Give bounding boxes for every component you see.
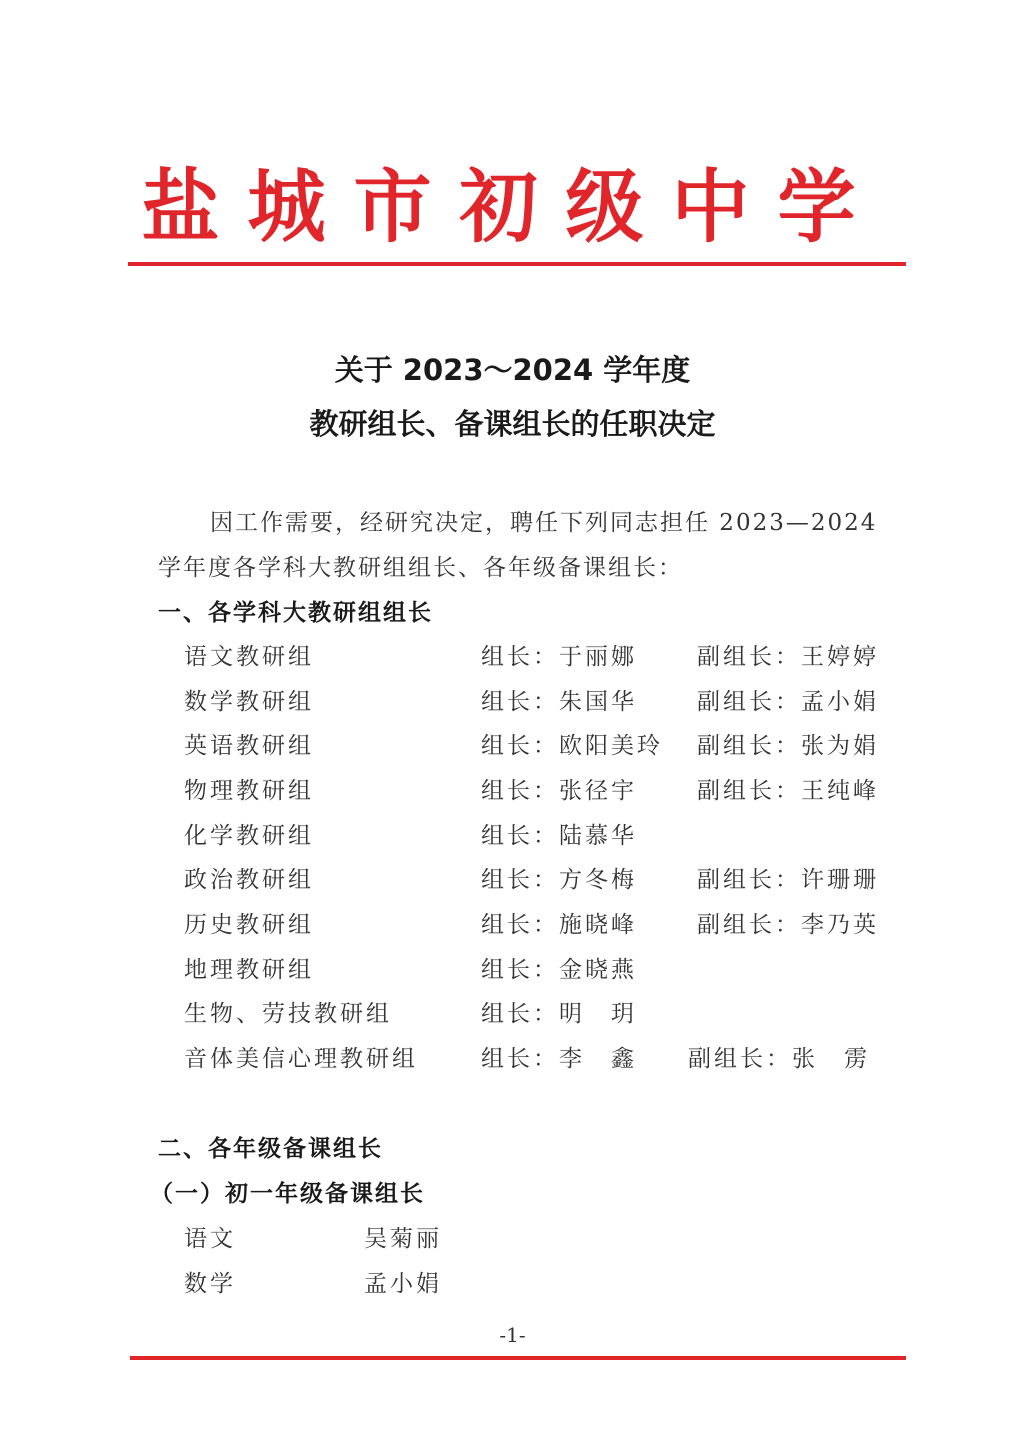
intro-line-1: 因工作需要，经研究决定，聘任下列同志担任 2023—2024 bbox=[210, 510, 878, 536]
list-item bbox=[0, 995, 1025, 1039]
subject-name: 语文 bbox=[184, 1226, 236, 1252]
group-leader: 组长：陆慕华 bbox=[481, 823, 637, 849]
group-deputy: 副组长：王婷婷 bbox=[697, 644, 879, 670]
group-leader: 组长：方冬梅 bbox=[481, 867, 637, 893]
section-2-subheading: （一）初一年级备课组长 bbox=[150, 1181, 425, 1207]
list-item bbox=[0, 638, 1025, 682]
group-name: 音体美信心理教研组 bbox=[184, 1046, 418, 1072]
intro-line-2: 学年度各学科大教研组组长、各年级备课组长： bbox=[158, 555, 683, 581]
group-leader: 组长：明 玥 bbox=[481, 1001, 637, 1027]
list-item bbox=[0, 772, 1025, 816]
group-deputy: 副组长：张为娟 bbox=[697, 733, 879, 759]
footer-rule bbox=[130, 1356, 906, 1360]
group-leader: 组长：朱国华 bbox=[481, 689, 637, 715]
document-title-line-2: 教研组长、备课组长的任职决定 bbox=[309, 407, 716, 441]
list-item bbox=[0, 1220, 1025, 1264]
group-leader: 组长：施晓峰 bbox=[481, 912, 637, 938]
group-leader: 组长：于丽娜 bbox=[481, 644, 637, 670]
group-name: 数学教研组 bbox=[184, 689, 314, 715]
group-deputy: 副组长：张 雳 bbox=[688, 1046, 870, 1072]
section-2-heading: 二、各年级备课组长 bbox=[158, 1136, 383, 1162]
group-name: 历史教研组 bbox=[184, 912, 314, 938]
group-name: 生物、劳技教研组 bbox=[184, 1001, 392, 1027]
list-item bbox=[0, 683, 1025, 727]
group-leader: 组长：金晓燕 bbox=[481, 957, 637, 983]
group-leader: 组长：李 鑫 bbox=[481, 1046, 637, 1072]
list-item bbox=[0, 861, 1025, 905]
group-leader: 组长：欧阳美玲 bbox=[481, 733, 663, 759]
subject-leader: 孟小娟 bbox=[364, 1271, 442, 1297]
group-name: 化学教研组 bbox=[184, 823, 314, 849]
group-deputy: 副组长：王纯峰 bbox=[697, 778, 879, 804]
group-name: 英语教研组 bbox=[184, 733, 314, 759]
letterhead-rule bbox=[128, 262, 906, 266]
subject-leader: 吴菊丽 bbox=[364, 1226, 442, 1252]
group-deputy: 副组长：孟小娟 bbox=[697, 689, 879, 715]
group-leader: 组长：张径宇 bbox=[481, 778, 637, 804]
letterhead-school-name: 盐城市初级中学 bbox=[141, 161, 884, 254]
group-name: 政治教研组 bbox=[184, 867, 314, 893]
list-item bbox=[0, 727, 1025, 771]
group-name: 地理教研组 bbox=[184, 957, 314, 983]
page-number: -1- bbox=[499, 1323, 526, 1347]
group-deputy: 副组长：李乃英 bbox=[697, 912, 879, 938]
list-item bbox=[0, 817, 1025, 861]
group-deputy: 副组长：许珊珊 bbox=[697, 867, 879, 893]
list-item bbox=[0, 1265, 1025, 1309]
group-name: 物理教研组 bbox=[184, 778, 314, 804]
subject-name: 数学 bbox=[184, 1271, 236, 1297]
list-item bbox=[0, 906, 1025, 950]
list-item bbox=[0, 1040, 1025, 1084]
group-name: 语文教研组 bbox=[184, 644, 314, 670]
list-item bbox=[0, 951, 1025, 995]
section-1-heading: 一、各学科大教研组组长 bbox=[158, 600, 433, 626]
document-title-line-1: 关于 2023～2024 学年度 bbox=[334, 353, 691, 387]
